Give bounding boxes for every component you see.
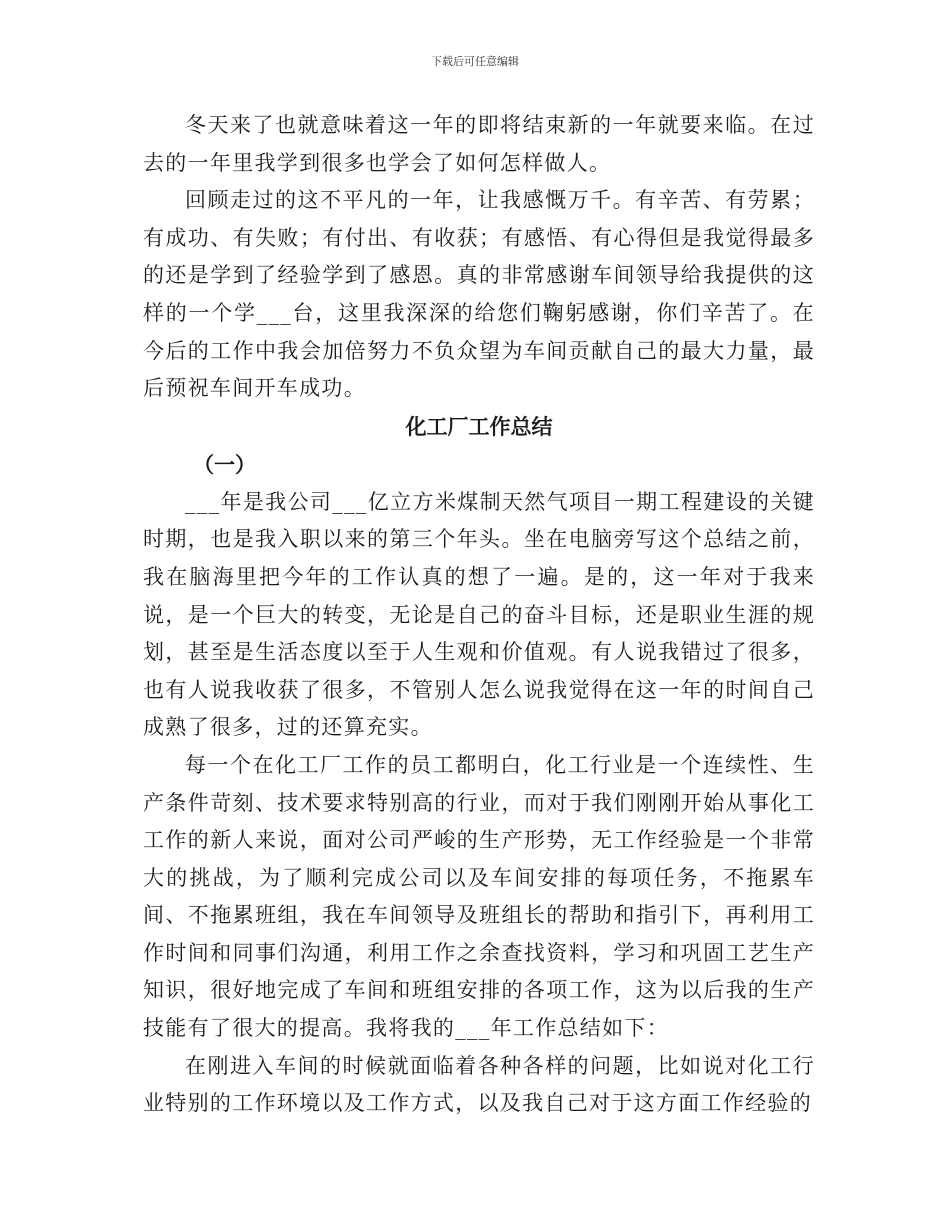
paragraph-review: 回顾走过的这不平凡的一年，让我感慨万千。有辛苦、有劳累；有成功、有失败；有付出、有收获；有感悟、有心得但是我觉得最多的还是学到了经验学到了感恩。真的非常感谢车间领导给我提供的这样的一个学___台，这里我深深的给您们鞠躬感谢，你们辛苦了。在今后的工作中我会加倍努力不负众望为车间贡献自己的最大力量，最后预祝车间开车成功。 [143, 188, 815, 401]
paragraph-winter: 冬天来了也就意味着这一年的即将结束新的一年就要来临。在过去的一年里我学到很多也学会了如何怎样做人。 [143, 113, 815, 175]
paragraph-year-intro: ___年是我公司___亿立方米煤制天然气项目一期工程建设的关键时期，也是我入职以来的第三个年头。坐在电脑旁写这个总结之前，我在脑海里把今年的工作认真的想了一遍。是的，这一年对于我来说，是一个巨大的转变，无论是自己的奋斗目标，还是职业生涯的规划，甚至是生活态度以至于人生观和价值观。有人说我错过了很多，也有人说我收获了很多，不管别人怎么说我觉得在这一年的时间自己成熟了很多，过的还算充实。 [143, 489, 815, 740]
paragraph-workshop-start: 在刚进入车间的时候就面临着各种各样的问题，比如说对化工行业特别的工作环境以及工作方式，以及我自己对于这方面工作经验的 [143, 1053, 815, 1116]
section-number: （一） [193, 452, 256, 477]
paragraph-chemical-industry: 每一个在化工厂工作的员工都明白，化工行业是一个连续性、生产条件苛刻、技术要求特别高的行业，而对于我们刚刚开始从事化工工作的新人来说，面对公司严峻的生产形势，无工作经验是一个非常大的挑战，为了顺利完成公司以及车间安排的每项任务，不拖累车间、不拖累班组，我在车间领导及班组长的帮助和指引下，再利用工作时间和同事们沟通，利用工作之余查找资料，学习和巩固工艺生产知识，很好地完成了车间和班组安排的各项工作，这为以后我的生产技能有了很大的提高。我将我的___年工作总结如下： [143, 752, 815, 1041]
document-body [143, 107, 815, 1123]
page-header-note: 下载后可任意编辑 [431, 55, 519, 68]
document-title: 化工厂工作总结 [405, 414, 553, 439]
